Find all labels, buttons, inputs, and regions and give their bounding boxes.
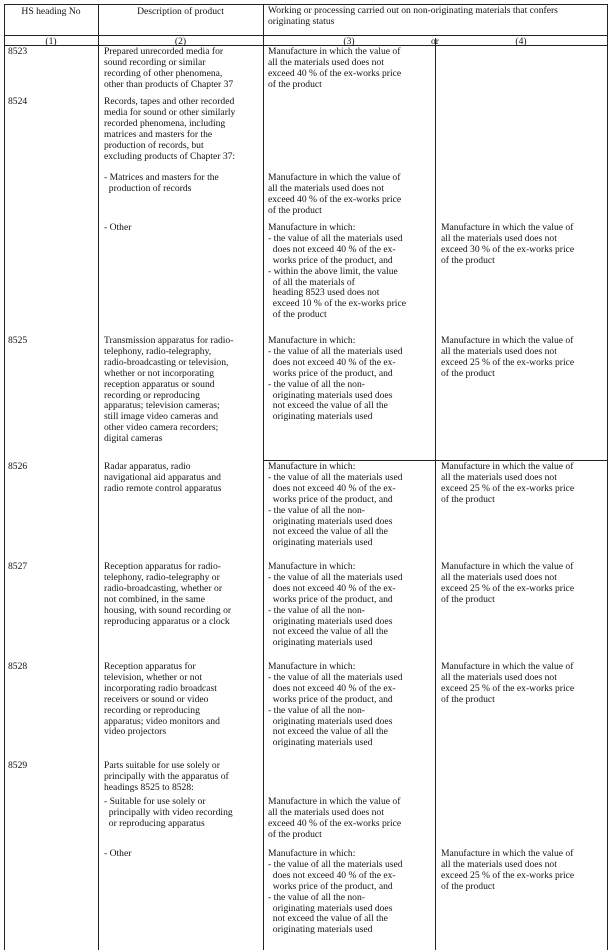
rule-col4-8524-other: Manufacture in which the value of all the materials used does not exceed 30 % of the ex-works price of the product bbox=[441, 222, 575, 266]
column-number-2: (2) bbox=[174, 36, 187, 47]
description-8529: Parts suitable for use solely or principally with the apparatus of headings 8525 to 8528: bbox=[104, 760, 229, 793]
hs-heading-8529: 8529 bbox=[8, 760, 28, 771]
description-8524-other: - Other bbox=[104, 222, 132, 233]
rule-col3-8525: Manufacture in which: - the value of all the materials used does not exceed 40 % of the ex- works price of the product, and - the value of all the non- originating materials used does not exceed the value of all the originating materials used bbox=[268, 335, 403, 423]
rule-col3-8524-matrices: Manufacture in which the value of all the materials used does not exceed 40 % of the ex-works price of the product bbox=[268, 172, 402, 216]
table-border-right bbox=[607, 4, 608, 950]
header-working-text: Working or processing carried out on non-originating materials that confers originating status bbox=[268, 5, 558, 27]
rule-col4-8527: Manufacture in which the value of all the materials used does not exceed 25 % of the ex-works price of the product bbox=[441, 561, 575, 605]
rule-col3-8524-other: Manufacture in which: - the value of all the materials used does not exceed 40 % of the ex- works price of the product, and - within the above limit, the value of all the materials of heading 8523 used does not exceed 10 % of the ex-works price of the product bbox=[268, 222, 406, 321]
rule-col4-8528: Manufacture in which the value of all the materials used does not exceed 25 % of the ex-works price of the product bbox=[441, 661, 575, 705]
column-number-1: (1) bbox=[45, 36, 57, 47]
rule-col3-8528: Manufacture in which: - the value of all the materials used does not exceed 40 % of the ex- works price of the product, and - the value of all the non- originating materials used does not exceed the value of all the originating materials used bbox=[268, 661, 403, 749]
column-divider-3 bbox=[435, 38, 436, 950]
description-8527: Reception apparatus for radio- telephony, radio-telegraphy or radio-broadcasting, whether or not combined, in the same housing, with sound recording or reproducing apparatus or a clock bbox=[104, 561, 232, 627]
hs-heading-8523: 8523 bbox=[8, 46, 28, 57]
header-working-processing bbox=[268, 6, 604, 28]
column-or-label: or bbox=[431, 36, 439, 47]
description-8525: Transmission apparatus for radio- telephony, radio-telegraphy, radio-broadcasting or television, whether or not incorporating reception apparatus or sound recording or reproducing apparatus; television cameras; still image video cameras and other video camera recorders; digital cameras bbox=[104, 335, 234, 445]
hs-heading-8524: 8524 bbox=[8, 96, 28, 107]
description-8526: Radar apparatus, radio navigational aid apparatus and radio remote control apparatus bbox=[104, 461, 222, 494]
description-8529-video: - Suitable for use solely or principally with video recording or reproducing apparatus bbox=[104, 796, 233, 829]
rule-col4-8529-other: Manufacture in which the value of all the materials used does not exceed 25 % of the ex-works price of the product bbox=[441, 848, 575, 892]
hs-heading-8526: 8526 bbox=[8, 461, 28, 472]
hs-heading-8527: 8527 bbox=[8, 561, 28, 572]
description-8528: Reception apparatus for television, whether or not incorporating radio broadcast receivers or sound or video recording or reproducing apparatus; video monitors and video projectors bbox=[104, 661, 220, 738]
rule-col3-8526: Manufacture in which: - the value of all the materials used does not exceed 40 % of the ex- works price of the product, and - the value of all the non- originating materials used does not exceed the value of all the originating materials used bbox=[268, 461, 403, 549]
table-border-left bbox=[4, 4, 5, 950]
rule-col3-8529-video: Manufacture in which the value of all the materials used does not exceed 40 % of the ex-works price of the product bbox=[268, 796, 402, 840]
rule-col3-8529-other: Manufacture in which: - the value of all the materials used does not exceed 40 % of the ex- works price of the product, and - the value of all the non- originating materials used does not exceed the value of all the originating materials used bbox=[268, 848, 403, 936]
rule-col3-8523: Manufacture in which the value of all the materials used does not exceed 40 % of the ex-works price of the product bbox=[268, 46, 402, 90]
rule-col3-8527: Manufacture in which: - the value of all the materials used does not exceed 40 % of the ex- works price of the product, and - the value of all the non- originating materials used does not exceed the value of all the originating materials used bbox=[268, 561, 403, 649]
column-number-3: (3) bbox=[343, 36, 355, 47]
description-8529-other: - Other bbox=[104, 848, 132, 859]
column-divider-2 bbox=[263, 4, 264, 950]
rule-col4-8525: Manufacture in which the value of all the materials used does not exceed 25 % of the ex-works price of the product bbox=[441, 335, 575, 379]
description-8523: Prepared unrecorded media for sound recording or similar recording of other phenomena, other than products of Chapter 37 bbox=[104, 46, 234, 90]
description-8524-matrices: - Matrices and masters for the production of records bbox=[104, 172, 219, 194]
hs-heading-8528: 8528 bbox=[8, 661, 28, 672]
hs-heading-8525: 8525 bbox=[8, 335, 28, 346]
column-number-4: (4) bbox=[515, 36, 527, 47]
header-description: Description of product bbox=[137, 6, 224, 17]
rule-col4-8526: Manufacture in which the value of all the materials used does not exceed 25 % of the ex-works price of the product bbox=[441, 461, 575, 505]
description-8524: Records, tapes and other recorded media for sound or other similarly recorded phenomena, including matrices and masters for the production of records, but excluding products of Chapter 37: bbox=[104, 96, 236, 162]
header-hs-heading: HS heading No bbox=[21, 6, 81, 17]
column-divider-1 bbox=[98, 4, 99, 950]
